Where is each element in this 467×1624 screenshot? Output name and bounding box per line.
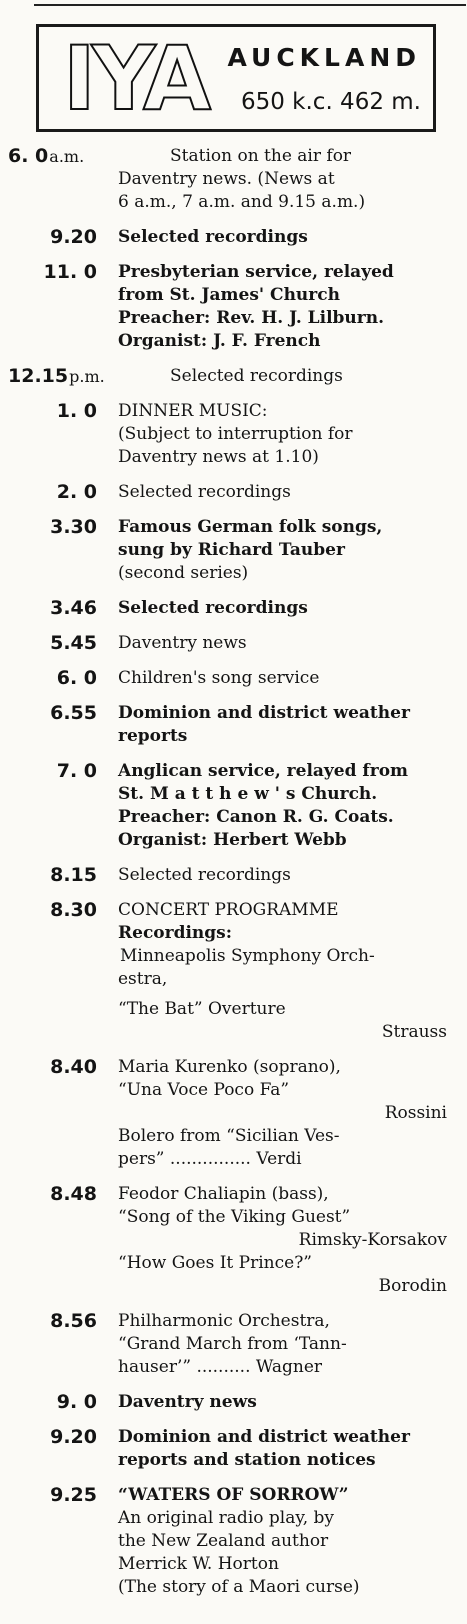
entry-line: Rimsky-Korsakov bbox=[298, 1230, 447, 1250]
schedule-entry bbox=[0, 1183, 467, 1298]
time-suffix: p.m. bbox=[69, 367, 105, 386]
entry-line: Daventry news bbox=[118, 633, 247, 653]
schedule-entry bbox=[0, 667, 467, 690]
schedule-entry bbox=[0, 899, 467, 1044]
entry-line: hauser’” .......... Wagner bbox=[118, 1357, 323, 1377]
entry-line: “How Goes It Prince?” bbox=[118, 1253, 312, 1273]
entry-line: Bolero from “Sicilian Ves- bbox=[118, 1126, 340, 1146]
entry-time bbox=[50, 516, 97, 539]
entry-line: Merrick W. Horton bbox=[118, 1554, 279, 1574]
entry-line: the New Zealand author bbox=[118, 1531, 329, 1551]
entry-line: An original radio play, by bbox=[118, 1508, 334, 1528]
time-value: 9.20 bbox=[50, 1426, 97, 1448]
entry-line: Philharmonic Orchestra, bbox=[118, 1311, 330, 1331]
entry-time bbox=[50, 899, 97, 922]
time-value: 8.48 bbox=[50, 1183, 97, 1205]
time-value: 7. 0 bbox=[56, 760, 97, 782]
time-value: 8.15 bbox=[50, 864, 97, 886]
schedule-entry bbox=[0, 1426, 467, 1472]
time-value: 1. 0 bbox=[56, 400, 97, 422]
schedule-entry bbox=[0, 1310, 467, 1379]
entry-line: CONCERT PROGRAMME bbox=[118, 900, 339, 920]
entry-line: “Grand March from ‘Tann- bbox=[118, 1334, 347, 1354]
time-value: 6.55 bbox=[50, 702, 97, 724]
entry-line: reports bbox=[118, 726, 188, 746]
schedule-entry bbox=[0, 760, 467, 852]
entry-line: Station on the air for bbox=[170, 146, 352, 166]
station-city: AUCKLAND bbox=[227, 43, 421, 72]
time-value: 9.20 bbox=[50, 226, 97, 248]
entry-line: Daventry news bbox=[118, 1392, 257, 1412]
schedule-entry bbox=[0, 261, 467, 353]
entry-time bbox=[50, 1183, 97, 1206]
schedule-entry bbox=[0, 516, 467, 585]
entry-time bbox=[57, 481, 97, 504]
time-value: 2. 0 bbox=[56, 481, 97, 503]
schedule-entry bbox=[0, 145, 467, 214]
entry-line: Borodin bbox=[378, 1276, 447, 1296]
entry-time bbox=[50, 864, 97, 887]
entry-line: Rossini bbox=[384, 1103, 447, 1123]
time-value: 8.56 bbox=[50, 1310, 97, 1332]
entry-line: Anglican service, relayed from bbox=[118, 761, 409, 781]
time-value: 8.40 bbox=[50, 1056, 97, 1078]
entry-time bbox=[44, 261, 98, 284]
entry-line: sung by Richard Tauber bbox=[118, 540, 345, 560]
schedule-entry bbox=[0, 702, 467, 748]
entry-time bbox=[50, 597, 97, 620]
entry-time bbox=[57, 400, 97, 423]
entry-line: Selected recordings bbox=[170, 366, 343, 386]
entry-time bbox=[57, 667, 97, 690]
schedule-entry bbox=[0, 365, 467, 388]
entry-time bbox=[50, 1310, 97, 1333]
top-rule bbox=[34, 4, 466, 6]
entry-line: from St. James' Church bbox=[118, 285, 340, 305]
entry-time bbox=[57, 760, 97, 783]
entry-line: Selected recordings bbox=[118, 598, 308, 618]
schedule-entry bbox=[0, 1056, 467, 1171]
time-value: 5.45 bbox=[50, 632, 97, 654]
schedule-entry bbox=[0, 597, 467, 620]
programme-schedule bbox=[0, 145, 467, 1611]
time-value: 3.30 bbox=[50, 516, 97, 538]
entry-line: Recordings: bbox=[118, 923, 233, 943]
entry-line: Strauss bbox=[381, 1022, 447, 1042]
schedule-entry bbox=[0, 632, 467, 655]
schedule-entry bbox=[0, 1391, 467, 1414]
entry-time bbox=[50, 1056, 97, 1079]
entry-time bbox=[50, 1484, 97, 1507]
schedule-entry bbox=[0, 1484, 467, 1599]
entry-line: (The story of a Maori curse) bbox=[118, 1577, 360, 1597]
entry-line: Minneapolis Symphony Orch- bbox=[120, 946, 375, 966]
entry-line: “The Bat” Overture bbox=[118, 999, 286, 1019]
entry-time bbox=[50, 702, 97, 725]
entry-line: (second series) bbox=[118, 563, 249, 583]
schedule-entry bbox=[0, 226, 467, 249]
time-value: 6. 0 bbox=[56, 667, 97, 689]
entry-line: Presbyterian service, relayed bbox=[118, 262, 394, 282]
entry-line: estra, bbox=[118, 969, 168, 989]
time-value: 8.30 bbox=[50, 899, 97, 921]
entry-line: Dominion and district weather bbox=[118, 703, 410, 723]
entry-time bbox=[50, 632, 97, 655]
time-value: 9. 0 bbox=[56, 1391, 97, 1413]
entry-line: Dominion and district weather bbox=[118, 1427, 410, 1447]
entry-line: Maria Kurenko (soprano), bbox=[118, 1057, 341, 1077]
entry-line: Organist: Herbert Webb bbox=[118, 830, 347, 850]
entry-line: Daventry news. (News at bbox=[118, 169, 335, 189]
entry-line: Preacher: Rev. H. J. Lilburn. bbox=[118, 308, 385, 328]
entry-line: Selected recordings bbox=[118, 865, 291, 885]
time-value: 6. 0 bbox=[8, 145, 49, 167]
entry-time bbox=[8, 145, 84, 168]
entry-time bbox=[50, 226, 97, 249]
entry-line: (Subject to interruption for bbox=[118, 424, 353, 444]
entry-line: Daventry news at 1.10) bbox=[118, 447, 319, 467]
entry-line: St. M a t t h e w ' s Church. bbox=[118, 784, 378, 804]
call-sign-logo: IYA bbox=[63, 27, 208, 130]
entry-line: “Song of the Viking Guest” bbox=[118, 1207, 351, 1227]
entry-time bbox=[50, 1426, 97, 1449]
entry-line: Preacher: Canon R. G. Coats. bbox=[118, 807, 394, 827]
entry-line: Children's song service bbox=[118, 668, 320, 688]
time-suffix: a.m. bbox=[49, 147, 85, 166]
entry-line: 6 a.m., 7 a.m. and 9.15 a.m.) bbox=[118, 192, 366, 212]
time-value: 12.15 bbox=[8, 365, 69, 387]
entry-line: reports and station notices bbox=[118, 1450, 376, 1470]
time-value: 9.25 bbox=[50, 1484, 97, 1506]
entry-time bbox=[8, 365, 105, 388]
station-header bbox=[36, 24, 436, 132]
station-frequency: 650 k.c. 462 m. bbox=[240, 89, 421, 115]
schedule-entry bbox=[0, 864, 467, 887]
entry-line: “Una Voce Poco Fa” bbox=[118, 1080, 290, 1100]
entry-line: Organist: J. F. French bbox=[118, 331, 321, 351]
entry-line: Selected recordings bbox=[118, 227, 308, 247]
entry-line: Famous German folk songs, bbox=[118, 517, 383, 537]
entry-line: DINNER MUSIC: bbox=[118, 401, 268, 421]
entry-line: Selected recordings bbox=[118, 482, 291, 502]
time-value: 3.46 bbox=[50, 597, 97, 619]
schedule-entry bbox=[0, 400, 467, 469]
time-value: 11. 0 bbox=[43, 261, 97, 283]
entry-line: pers” ............... Verdi bbox=[118, 1149, 302, 1169]
entry-line: “WATERS OF SORROW” bbox=[118, 1485, 349, 1505]
entry-line: Feodor Chaliapin (bass), bbox=[118, 1184, 329, 1204]
entry-time bbox=[57, 1391, 97, 1414]
schedule-entry bbox=[0, 481, 467, 504]
